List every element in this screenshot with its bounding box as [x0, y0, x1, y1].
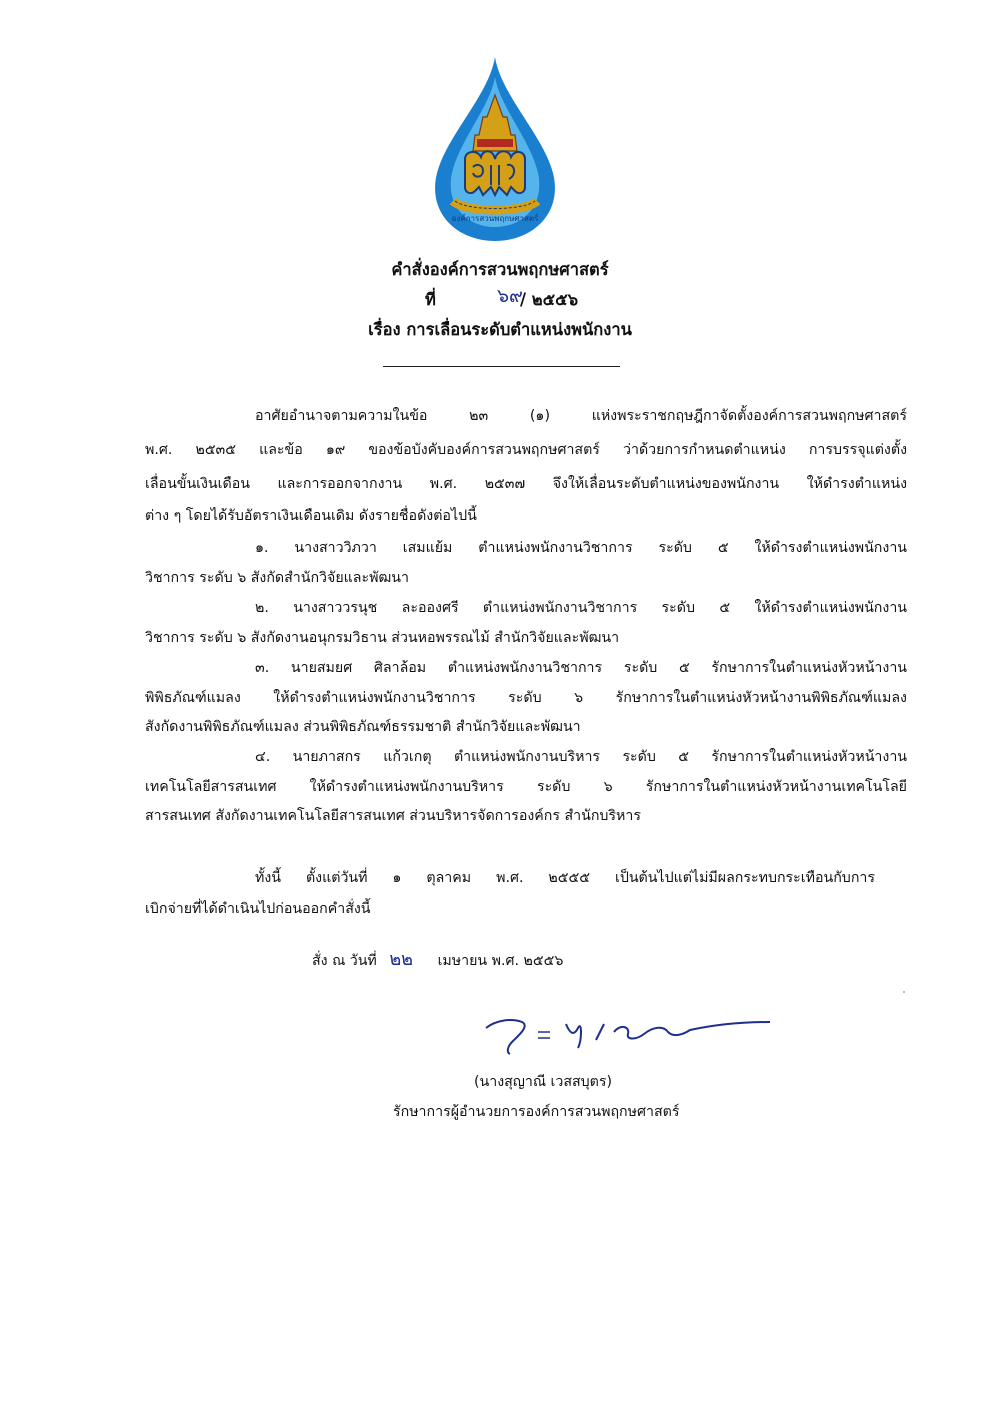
effective-line-2: เบิกจ่ายที่ได้ดำเนินไปก่อนออกคำสั่งนี้ — [145, 901, 371, 917]
item-2-line-1: ๒. นางสาววรนุช ละอองศรี ตำแหน่งพนักงานวิชาการ ระดับ ๕ ให้ดำรงตำแหน่งพนักงาน — [255, 600, 907, 616]
order-number-line — [425, 285, 579, 312]
effective-line-1: ทั้งนี้ ตั้งแต่วันที่ ๑ ตุลาคม พ.ศ. ๒๕๕๕ เป็นต้นไปแต่ไม่มีผลกระทบกระเทือนกับการ — [255, 870, 875, 886]
signed-date-line — [312, 950, 563, 971]
item-1-line-2: วิชาการ ระดับ ๖ สังกัดสำนักวิจัยและพัฒนา — [145, 570, 409, 586]
item-1-line-1: ๑. นางสาววิภวา เสมแย้ม ตำแหน่งพนักงานวิชาการ ระดับ ๕ ให้ดำรงตำแหน่งพนักงาน — [255, 540, 907, 556]
intro-line-1: อาศัยอำนาจตามความในข้อ ๒๓ (๑) แห่งพระราชกฤษฎีกาจัดตั้งองค์การสวนพฤกษศาสตร์ — [255, 408, 907, 424]
item-3-line-1: ๓. นายสมยศ ศิลาล้อม ตำแหน่งพนักงานวิชาการ ระดับ ๕ รักษาการในตำแหน่งหัวหน้างาน — [255, 660, 907, 676]
item-2-line-2: วิชาการ ระดับ ๖ สังกัดงานอนุกรมวิธาน ส่วนหอพรรณไม้ สำนักวิจัยและพัฒนา — [145, 630, 620, 646]
signed-month-year: เมษายน พ.ศ. ๒๕๕๖ — [437, 953, 564, 969]
emblem-text: องค์การสวนพฤกษศาสตร์ — [451, 214, 539, 223]
order-year: / ๒๕๕๖ — [520, 290, 579, 309]
intro-line-3: เลื่อนขั้นเงินเดือน และการออกจากงาน พ.ศ. ๒๕๓๗ จึงให้เลื่อนระดับตำแหน่งของพนักงาน ให้ดำรงตำแหน่ง — [145, 476, 907, 492]
item-3-line-2: พิพิธภัณฑ์แมลง ให้ดำรงตำแหน่งพนักงานวิชาการ ระดับ ๖ รักษาการในตำแหน่งหัวหน้างานพิพิธภัณฑ์แมลง — [145, 690, 907, 706]
scan-speck — [903, 991, 905, 993]
signed-day: ๒๒ — [389, 949, 414, 970]
header-divider — [383, 366, 620, 367]
handwritten-signature — [478, 1010, 778, 1060]
order-number: ๖๙ — [497, 285, 523, 307]
order-title: คำสั่งองค์การสวนพฤกษศาสตร์ — [391, 260, 609, 279]
signer-name: (นางสุญาณี เวสสบุตร) — [474, 1074, 613, 1090]
intro-line-4: ต่าง ๆ โดยได้รับอัตราเงินเดือนเดิม ดังรายชื่อดังต่อไปนี้ — [145, 508, 477, 524]
item-4-line-3: สารสนเทศ สังกัดงานเทคโนโลยีสารสนเทศ ส่วนบริหารจัดการองค์กร สำนักบริหาร — [145, 808, 641, 824]
order-subject: เรื่อง การเลื่อนระดับตำแหน่งพนักงาน — [368, 320, 632, 339]
item-4-line-2: เทคโนโลยีสารสนเทศ ให้ดำรงตำแหน่งพนักงานบริหาร ระดับ ๖ รักษาการในตำแหน่งหัวหน้างานเทคโนโลยี — [145, 779, 907, 795]
item-3-line-3: สังกัดงานพิพิธภัณฑ์แมลง ส่วนพิพิธภัณฑ์ธรรมชาติ สำนักวิจัยและพัฒนา — [145, 719, 581, 735]
order-prefix: ที่ — [425, 290, 436, 309]
signed-date-prefix: สั่ง ณ วันที่ — [312, 953, 377, 969]
botanical-garden-organization-emblem-icon — [425, 55, 565, 245]
signer-title: รักษาการผู้อำนวยการองค์การสวนพฤกษศาสตร์ — [393, 1104, 680, 1120]
intro-line-2: พ.ศ. ๒๕๓๕ และข้อ ๑๙ ของข้อบังคับองค์การสวนพฤกษศาสตร์ ว่าด้วยการกำหนดตำแหน่ง การบรรจุแต่งตั้ง — [145, 442, 907, 458]
item-4-line-1: ๔. นายภาสกร แก้วเกตุ ตำแหน่งพนักงานบริหาร ระดับ ๕ รักษาการในตำแหน่งหัวหน้างาน — [255, 749, 907, 765]
